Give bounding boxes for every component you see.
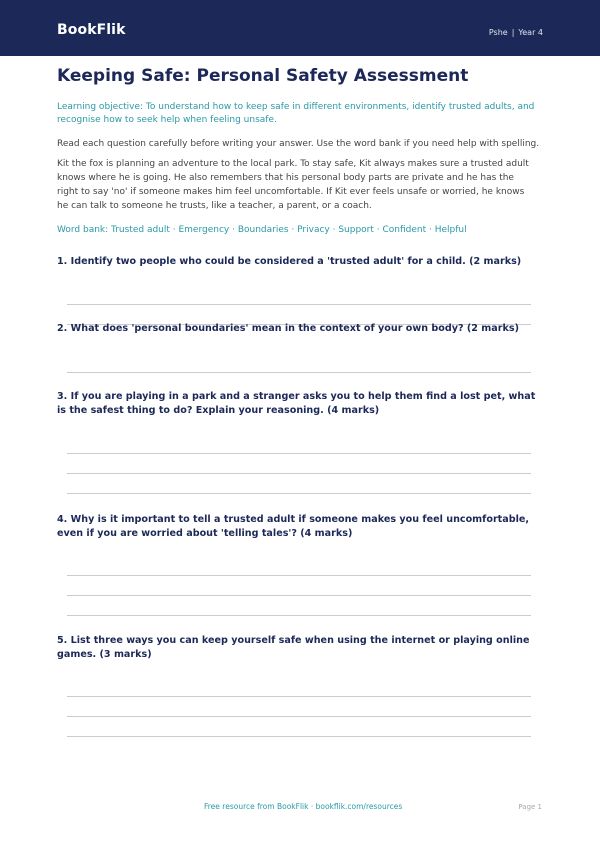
answer-line-q3-2[interactable]	[67, 473, 531, 474]
answer-line-q5-1[interactable]	[67, 696, 531, 697]
answer-line-q2-1[interactable]	[67, 372, 531, 373]
story-text: Kit the fox is planning an adventure to the local park. To stay safe, Kit always makes sure a trusted adult knows where he is going. He also remembers that his personal body parts are private and he has the right to say 'no' if someone makes him feel uncomfortable. If Kit ever feels unsafe or worried, he knows he can talk to someone he trusts, like a teacher, a parent, or a coach.	[57, 159, 529, 211]
answer-line-q4-2[interactable]	[67, 595, 531, 596]
question-3: 3. If you are playing in a park and a stranger asks you to help them find a lost pet, what is the safest thing to do? Explain your reasoning. (4 marks)	[57, 391, 536, 416]
answer-line-q1-1[interactable]	[67, 304, 531, 305]
answer-line-q4-1[interactable]	[67, 575, 531, 576]
word-bank: Word bank: Trusted adult · Emergency · Boundaries · Privacy · Support · Confident · Helpful	[57, 225, 467, 235]
answer-line-q5-3[interactable]	[67, 736, 531, 737]
question-1: 1. Identify two people who could be considered a 'trusted adult' for a child. (2 marks)	[57, 256, 522, 267]
year-label: Year 4	[518, 28, 543, 37]
answer-line-q3-1[interactable]	[67, 453, 531, 454]
footer-link[interactable]: Free resource from BookFlik · bookflik.com/resources	[204, 802, 403, 811]
learning-objective: Learning objective: To understand how to keep safe in different environments, identify trusted adults, and recognise how to seek help when feeling unsafe.	[57, 102, 535, 125]
answer-line-q4-3[interactable]	[67, 615, 531, 616]
page-title: Keeping Safe: Personal Safety Assessment	[57, 66, 469, 86]
question-4: 4. Why is it important to tell a trusted adult if someone makes you feel uncomfortable, even if you are worried about 'telling tales'? (4 marks)	[57, 514, 530, 539]
answer-line-q3-3[interactable]	[67, 493, 531, 494]
answer-line-q5-2[interactable]	[67, 716, 531, 717]
question-5: 5. List three ways you can keep yourself safe when using the internet or playing online games. (3 marks)	[57, 635, 530, 660]
page-number: Page 1	[518, 803, 542, 811]
brand-logo: BookFlik	[57, 22, 126, 38]
subject-label: Pshe	[488, 28, 508, 37]
separator: |	[511, 28, 515, 37]
subject-year-label	[489, 28, 543, 37]
instructions-text: Read each question carefully before writing your answer. Use the word bank if you need help with spelling.	[57, 139, 540, 149]
question-2: 2. What does 'personal boundaries' mean in the context of your own body? (2 marks)	[57, 323, 519, 334]
page-header	[0, 0, 600, 56]
